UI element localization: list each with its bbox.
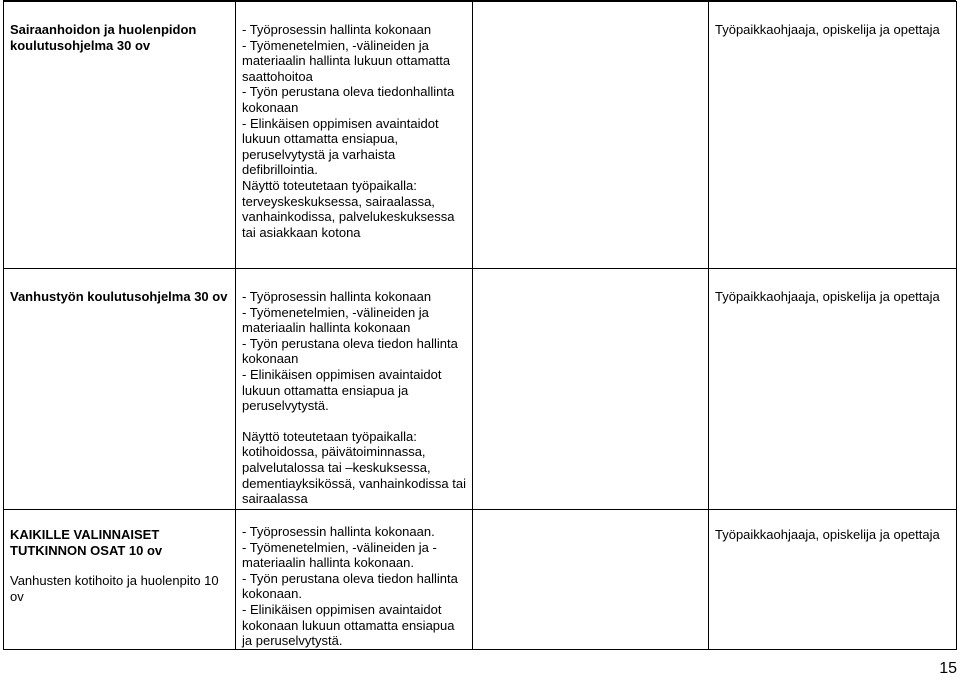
program-cell bbox=[4, 2, 236, 269]
assessors-cell bbox=[709, 269, 957, 510]
assessors-text: Työpaikkaohjaaja, opiskelija ja opettaja bbox=[715, 22, 940, 37]
table-row bbox=[4, 510, 957, 650]
program-name: Vanhusten kotihoito ja huolenpito 10 ov bbox=[10, 573, 223, 604]
competence-text: - Työprosessin hallinta kokonaan. - Työmenetelmien, -välineiden ja - materiaalin hallinta kokonaan. - Työn perustana oleva tiedon hallinta kokonaan. - Elinikäisen oppimisen avaintaidot kokonaan lukuun ottamatta ensiapua ja peruselvytystä. bbox=[242, 524, 458, 649]
assessors-text: Työpaikkaohjaaja, opiskelija ja opettaja bbox=[715, 289, 940, 304]
table-row bbox=[4, 269, 957, 510]
competence-text: - Työprosessin hallinta kokonaan - Työmenetelmien, -välineiden ja materiaalin hallinta kokonaan - Työn perustana oleva tiedon hallinta kokonaan - Elinikäisen oppimisen avaintaidot lukuun ottamatta ensiapua ja peruselvytystä. bbox=[242, 289, 458, 414]
program-name: Vanhustyön koulutusohjelma 30 ov bbox=[10, 289, 228, 304]
table-row bbox=[4, 2, 957, 269]
assessors-cell bbox=[709, 2, 957, 269]
spacer bbox=[236, 414, 472, 429]
assessment-table bbox=[3, 1, 957, 650]
program-cell bbox=[4, 269, 236, 510]
empty-cell bbox=[473, 269, 709, 510]
competence-cell bbox=[236, 269, 473, 510]
location-text: Näyttö toteutetaan työpaikalla: terveyskeskuksessa, sairaalassa, vanhainkodissa, palvelukeskuksessa tai asiakkaan kotona bbox=[242, 177, 459, 240]
assessors-cell bbox=[709, 510, 957, 650]
section-heading: KAIKILLE VALINNAISET TUTKINNON OSAT 10 ov bbox=[10, 527, 163, 558]
empty-cell bbox=[473, 2, 709, 269]
spacer bbox=[4, 558, 235, 573]
location-text: Näyttö toteutetaan työpaikalla: kotihoidossa, päivätoiminnassa, palvelutalossa tai –keskuksessa, dementiayksikössä, vanhainkodissa tai sairaalassa bbox=[242, 428, 470, 507]
assessors-text: Työpaikkaohjaaja, opiskelija ja opettaja bbox=[715, 527, 940, 542]
empty-cell bbox=[473, 510, 709, 650]
program-cell bbox=[4, 510, 236, 650]
competence-cell bbox=[236, 510, 473, 650]
competence-text: - Työprosessin hallinta kokonaan - Työmenetelmien, -välineiden ja materiaalin hallinta lukuun ottamatta saattohoitoa - Työn perustana oleva tiedonhallinta kokonaan - Elinkäisen oppimisen avaintaidot lukuun ottamatta ensiapua, peruselvytystä ja varhaista defibrillointia. bbox=[242, 22, 455, 178]
program-name: Sairaanhoidon ja huolenpidon koulutusohjelma 30 ov bbox=[10, 22, 200, 53]
competence-cell bbox=[236, 2, 473, 269]
page-number: 15 bbox=[939, 660, 957, 677]
